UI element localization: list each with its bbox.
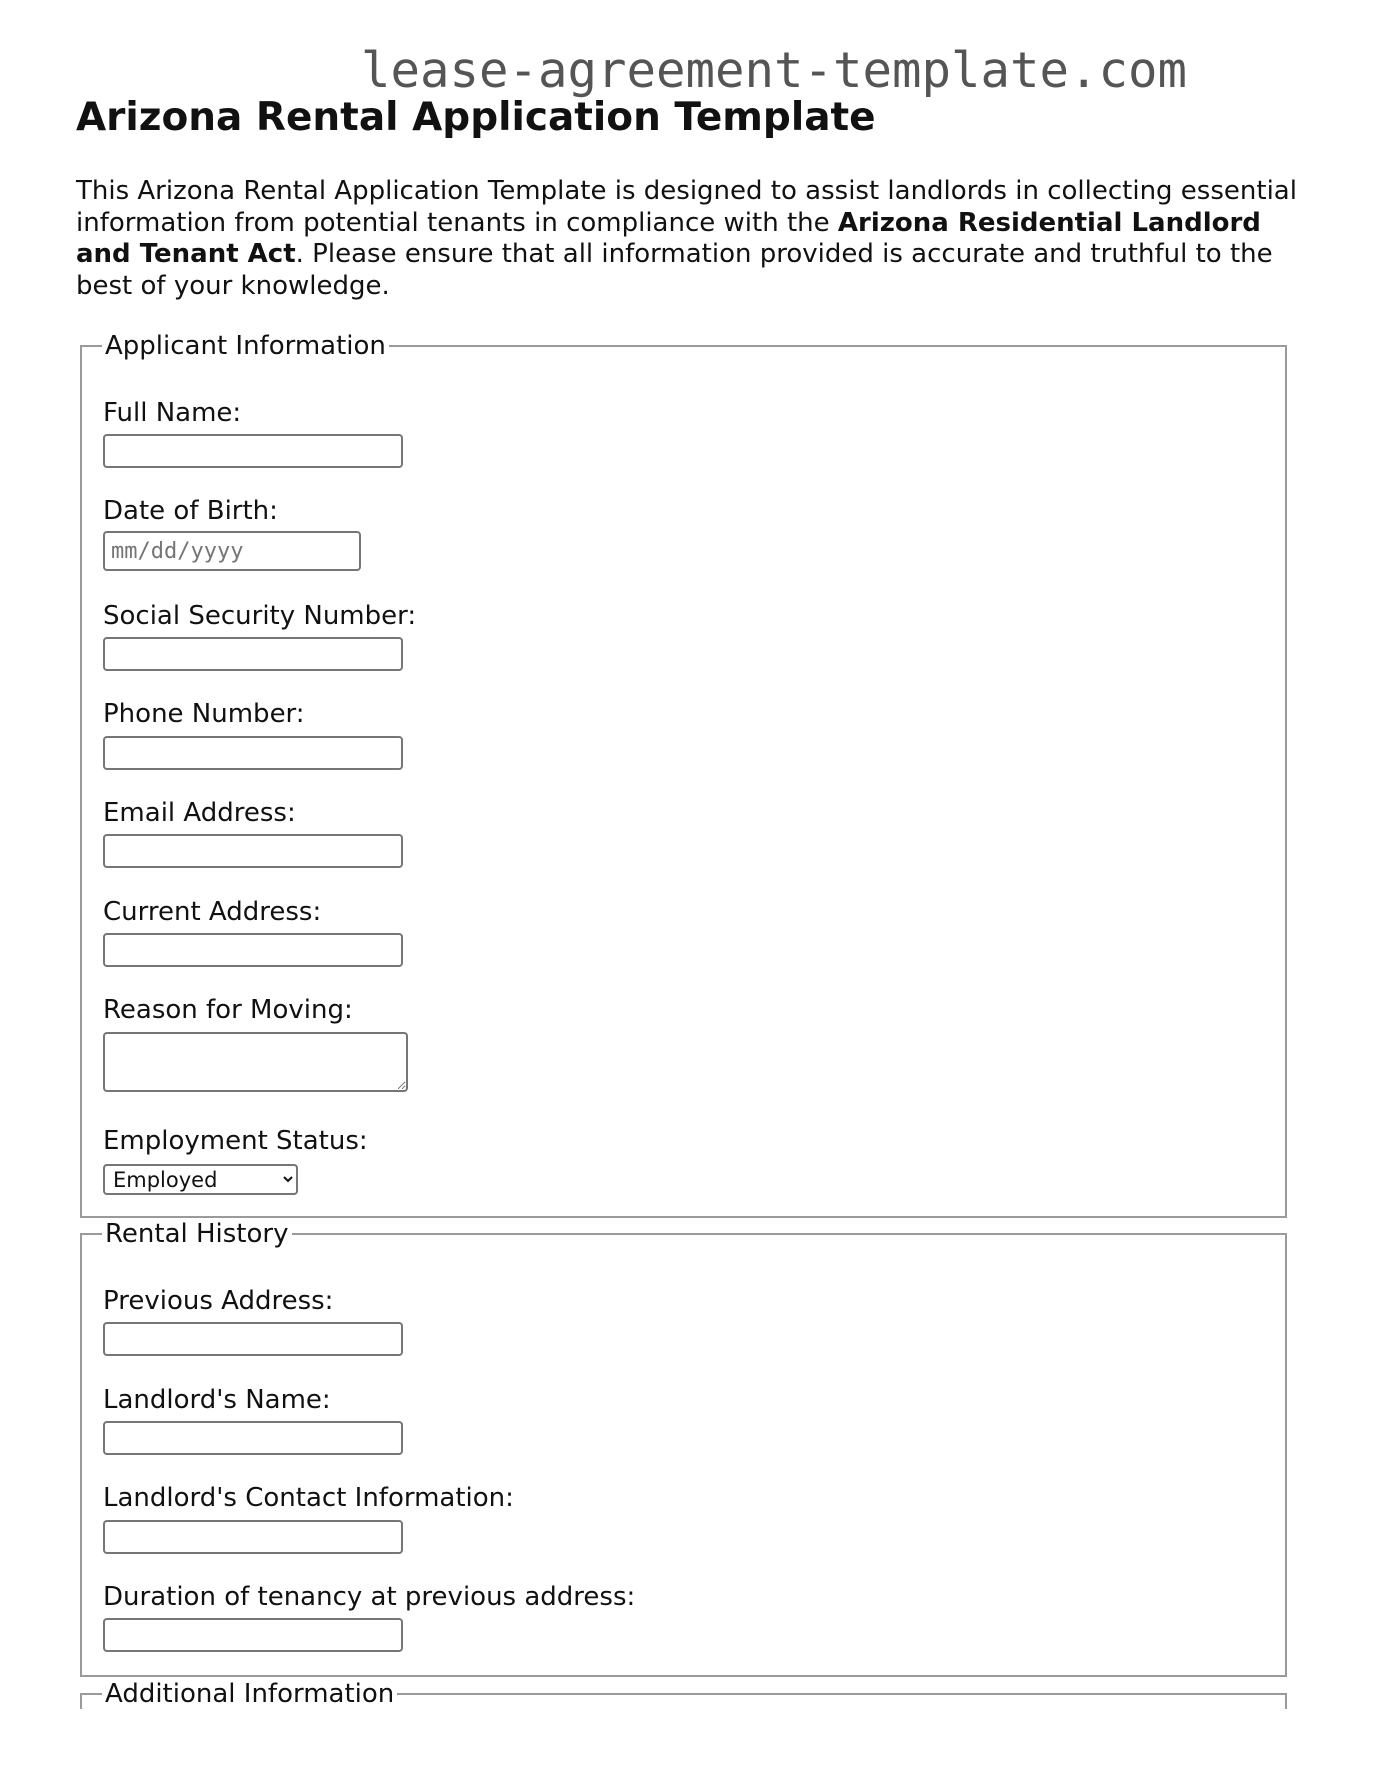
date-of-birth-input[interactable] [103,531,361,571]
intro-text-before: This Arizona Rental Application Template is designed to assist landlords in collecting essential information from potential tenants in compliance with the [76,176,1297,238]
phone-number-label: Phone Number: [103,699,305,729]
act-name: Arizona Residential Landlord and Tenant Act [76,207,1261,269]
intro-text-after: . Please ensure that all information provided is accurate and truthful to the best of your knowledge. [76,239,1273,301]
current-address-label: Current Address: [103,897,322,927]
additional-information-section [80,1679,1287,1709]
current-address-input[interactable] [103,933,403,967]
date-of-birth-label: Date of Birth: [103,496,278,526]
page-title: Arizona Rental Application Template [76,95,876,140]
applicant-information-legend: Applicant Information [105,331,386,361]
previous-address-input[interactable] [103,1322,403,1356]
email-address-label: Email Address: [103,798,296,828]
full-name-label: Full Name: [103,398,242,428]
additional-information-legend: Additional Information [105,1679,395,1709]
applicant-information-section [80,331,1287,1218]
rental-history-section [80,1219,1287,1677]
reason-for-moving-textarea[interactable] [103,1032,408,1092]
previous-address-label: Previous Address: [103,1286,334,1316]
full-name-input[interactable] [103,434,403,468]
email-address-input[interactable] [103,834,403,868]
landlord-name-label: Landlord's Name: [103,1385,331,1415]
employment-status-select[interactable] [103,1164,298,1195]
ssn-input[interactable] [103,637,403,671]
landlord-name-input[interactable] [103,1421,403,1455]
tenancy-duration-label: Duration of tenancy at previous address: [103,1582,636,1612]
landlord-contact-input[interactable] [103,1520,403,1554]
rental-history-legend: Rental History [105,1219,289,1249]
employment-status-label: Employment Status: [103,1126,368,1156]
ssn-label: Social Security Number: [103,601,417,631]
landlord-contact-label: Landlord's Contact Information: [103,1483,514,1513]
phone-number-input[interactable] [103,736,403,770]
site-watermark: lease-agreement-template.com [361,42,1188,99]
reason-for-moving-label: Reason for Moving: [103,995,353,1025]
tenancy-duration-input[interactable] [103,1618,403,1652]
intro-paragraph [76,176,1306,302]
